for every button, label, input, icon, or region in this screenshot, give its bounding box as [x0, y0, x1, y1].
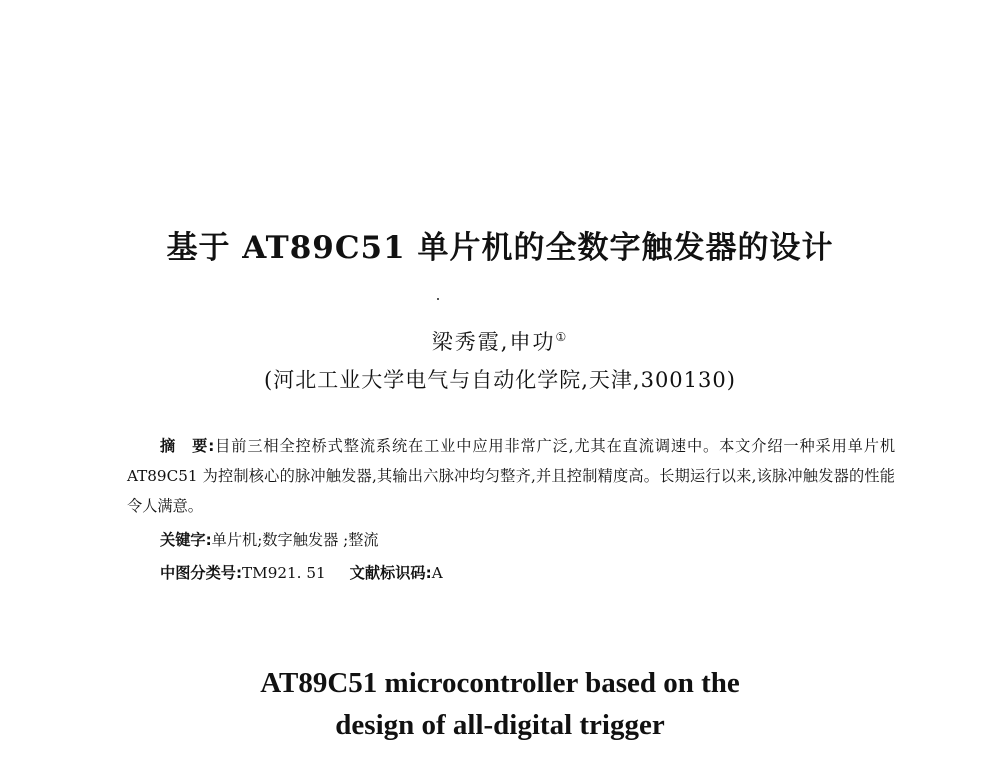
classification-line	[160, 561, 443, 585]
keywords-text: 单片机;数字触发器 ;整流	[211, 531, 379, 549]
clc-value: TM921. 51	[242, 564, 326, 582]
affiliation: (河北工业大学电气与自动化学院,天津,300130)	[264, 368, 736, 392]
doc-code-value: A	[431, 564, 443, 582]
authors-line	[0, 326, 1000, 356]
english-title-line-2: design of all-digital trigger	[335, 709, 665, 741]
author-footnote-mark: ①	[555, 330, 569, 344]
abstract-text: 目前三相全控桥式整流系统在工业中应用非常广泛,尤其在直流调速中。本文介绍一种采用单片机 AT89C51 为控制核心的脉冲触发器,其输出六脉冲均匀整齐,并且控制精度高。长期运行以来,该脉冲触发器的性能令人满意。	[127, 437, 896, 515]
chinese-title: 基于 AT89C51 单片机的全数字触发器的设计	[166, 230, 834, 266]
english-title-line-1: AT89C51 microcontroller based on the	[260, 667, 740, 699]
english-title	[0, 662, 1000, 746]
doc-code-label: 文献标识码:	[349, 564, 432, 582]
abstract-label: 摘 要:	[160, 437, 215, 455]
abstract-paragraph	[127, 431, 895, 521]
stray-mark	[437, 298, 439, 300]
keywords-label: 关键字:	[160, 531, 212, 549]
clc-label: 中图分类号:	[160, 564, 243, 582]
keywords-line	[160, 528, 379, 552]
abstract-block	[127, 431, 895, 521]
author-names: 梁秀霞,申功	[431, 330, 556, 354]
